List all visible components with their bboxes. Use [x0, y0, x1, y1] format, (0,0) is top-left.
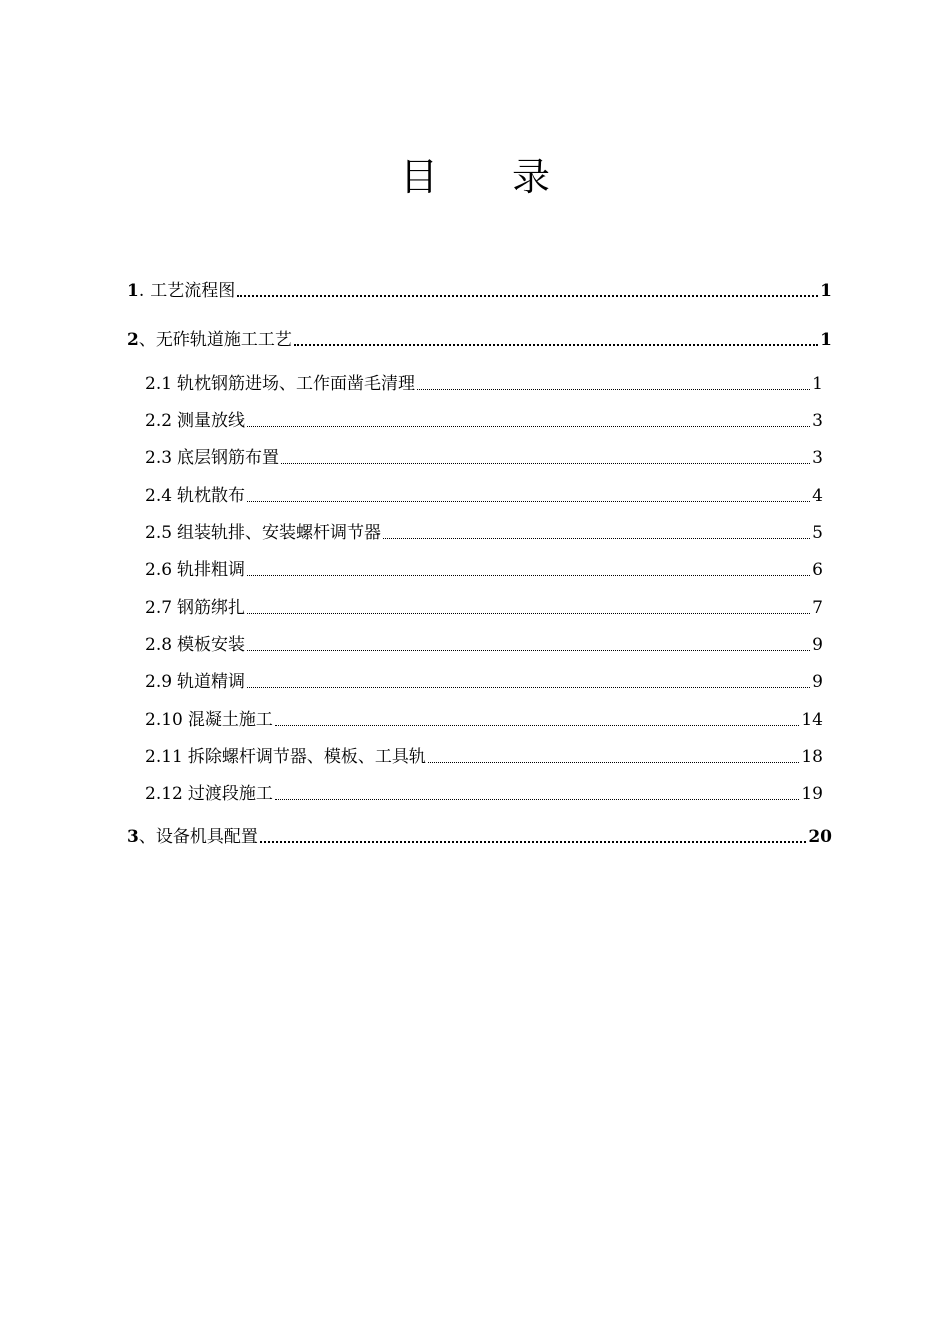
toc-page-number: 6: [812, 560, 823, 580]
toc-number: 2.2: [145, 411, 173, 431]
toc-entry-2-6[interactable]: [145, 555, 823, 580]
toc-entry-2-12[interactable]: [145, 779, 823, 804]
toc-leader: [237, 294, 818, 297]
toc-entry-2[interactable]: [127, 325, 832, 350]
toc-label: 拆除螺杆调节器、模板、工具轨: [187, 747, 426, 767]
toc-entry-2-9[interactable]: [145, 667, 823, 692]
toc-separator: 、: [138, 827, 156, 847]
toc-leader: [247, 574, 810, 576]
toc-page-number: 7: [812, 598, 823, 618]
toc-entry-1[interactable]: [127, 276, 832, 301]
page-title: [0, 146, 950, 201]
toc-label: 工艺流程图: [150, 281, 236, 301]
toc-number: 3: [127, 827, 139, 847]
toc-entry-3[interactable]: [127, 822, 832, 847]
toc-entry-2-2[interactable]: [145, 406, 823, 431]
toc-label: 测量放线: [177, 411, 246, 431]
toc-entry-2-1[interactable]: [145, 369, 823, 394]
toc-entry-2-3[interactable]: [145, 443, 823, 468]
toc-label: 钢筋绑扎: [177, 598, 246, 618]
toc-number: 2.4: [145, 486, 173, 506]
toc-separator: .: [138, 281, 145, 301]
title-char-2: 录: [512, 155, 551, 199]
toc-number: 2.11: [145, 747, 183, 767]
toc-number: 2.12: [145, 784, 183, 804]
toc-page-number: 4: [812, 486, 823, 506]
toc-number: 2.1: [145, 374, 173, 394]
toc-label: 底层钢筋布置: [177, 448, 280, 468]
toc-page-number: 1: [820, 330, 832, 350]
toc-label: 轨道精调: [177, 672, 246, 692]
toc-page-number: 9: [812, 672, 823, 692]
toc-page-number: 1: [812, 374, 823, 394]
toc-leader: [417, 388, 810, 390]
toc-number: 2.3: [145, 448, 173, 468]
toc-label: 轨排粗调: [177, 560, 246, 580]
toc-entry-2-10[interactable]: [145, 705, 823, 730]
toc-number: 1: [127, 281, 139, 301]
toc-leader: [275, 798, 800, 800]
toc-leader: [247, 612, 810, 614]
toc-leader: [275, 724, 800, 726]
title-char-1: 目: [399, 155, 438, 199]
toc-entry-2-5[interactable]: [145, 518, 823, 543]
toc-label: 轨枕散布: [177, 486, 246, 506]
toc-number: 2.8: [145, 635, 173, 655]
toc-label: 模板安装: [177, 635, 246, 655]
toc-label: 组装轨排、安装螺杆调节器: [177, 523, 382, 543]
toc-label: 过渡段施工: [187, 784, 273, 804]
toc-leader: [281, 462, 810, 464]
toc-page-number: 20: [808, 827, 832, 847]
toc-number: 2.6: [145, 560, 173, 580]
toc-number: 2.5: [145, 523, 173, 543]
toc-page-number: 3: [812, 448, 823, 468]
toc-entry-2-8[interactable]: [145, 630, 823, 655]
toc-page-number: 14: [801, 710, 823, 730]
toc-page-number: 5: [812, 523, 823, 543]
toc-separator: 、: [138, 330, 156, 350]
toc-number: 2.10: [145, 710, 183, 730]
toc-entry-2-4[interactable]: [145, 481, 823, 506]
toc-leader: [428, 761, 800, 763]
toc-label: 设备机具配置: [155, 827, 258, 847]
toc-entry-2-7[interactable]: [145, 593, 823, 618]
toc-label: 轨枕钢筋进场、工作面凿毛清理: [177, 374, 416, 394]
toc-number: 2.9: [145, 672, 173, 692]
toc-leader: [383, 537, 810, 539]
toc-leader: [247, 686, 810, 688]
toc-page-number: 3: [812, 411, 823, 431]
toc-label: 混凝土施工: [187, 710, 273, 730]
toc-leader: [247, 500, 810, 502]
toc-page-number: 18: [801, 747, 823, 767]
toc-page-number: 1: [820, 281, 832, 301]
toc-number: 2: [127, 330, 139, 350]
toc-number: 2.7: [145, 598, 173, 618]
toc-label: 无砟轨道施工工艺: [155, 330, 292, 350]
toc-leader: [260, 840, 806, 843]
toc-page-number: 19: [801, 784, 823, 804]
toc-leader: [247, 649, 810, 651]
toc-leader: [247, 425, 810, 427]
toc-leader: [294, 343, 818, 346]
toc-page-number: 9: [812, 635, 823, 655]
toc-entry-2-11[interactable]: [145, 742, 823, 767]
